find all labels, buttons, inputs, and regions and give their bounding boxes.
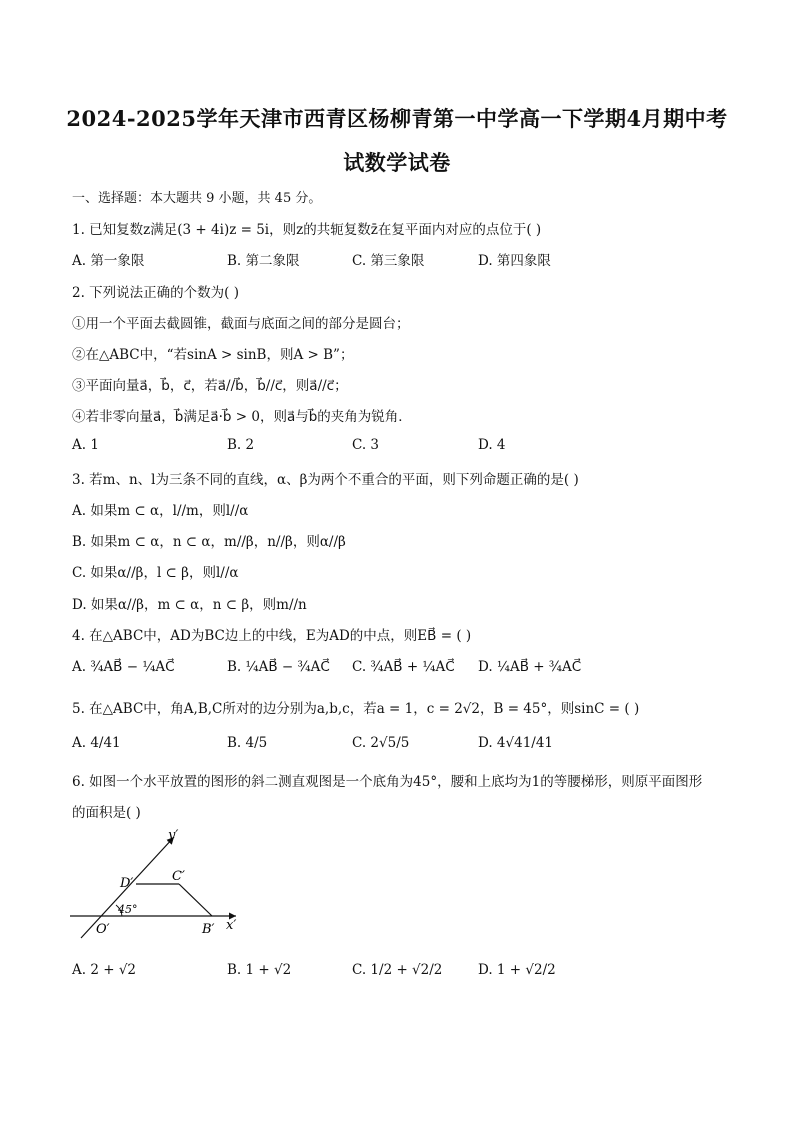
label-o: O′ [96, 922, 110, 937]
question-6-option-b: B. 1 + √2 [227, 962, 292, 978]
question-1-stem: 1. 已知复数z满足(3 + 4i)z = 5i，则z的共轭复数z̄在复平面内对应的点位于( ) [72, 222, 542, 238]
question-4-option-c: C. ¾AB⃗ + ¼AC⃗ [352, 659, 455, 675]
question-4-stem: 4. 在△ABC中，AD为BC边上的中线，E为AD的中点，则EB⃗ = ( ) [72, 628, 472, 644]
question-3-option-d: D. 如果α//β，m ⊂ α，n ⊂ β，则m//n [72, 597, 307, 613]
question-1-option-b: B. 第二象限 [227, 253, 300, 269]
question-3-option-c: C. 如果α//β，l ⊂ β，则l//α [72, 565, 239, 581]
question-2-option-a: A. 1 [72, 437, 99, 453]
question-2-statement-1: ①用一个平面去截圆锥，截面与底面之间的部分是圆台； [72, 316, 410, 332]
label-angle: 45° [118, 903, 138, 916]
question-2-stem: 2. 下列说法正确的个数为( ) [72, 285, 239, 301]
question-1-option-d: D. 第四象限 [478, 253, 551, 269]
question-4-option-a: A. ¾AB⃗ − ¼AC⃗ [72, 659, 175, 675]
section-heading: 一、选择题：本大题共 9 小题，共 45 分。 [72, 191, 322, 206]
question-2-statement-4: ④若非零向量a⃗，b⃗满足a⃗·b⃗ > 0，则a⃗与b⃗的夹角为锐角． [72, 409, 412, 425]
question-3-stem: 3. 若m、n、l为三条不同的直线，α、β为两个不重合的平面，则下列命题正确的是( ) [72, 472, 579, 488]
question-2-option-d: D. 4 [478, 437, 506, 453]
label-c: C′ [172, 869, 185, 884]
label-x: x′ [226, 918, 237, 933]
question-1-option-a: A. 第一象限 [72, 253, 145, 269]
oblique-projection-figure [70, 825, 250, 950]
question-3-option-a: A. 如果m ⊂ α，l//m，则l//α [72, 503, 249, 519]
question-2-option-b: B. 2 [227, 437, 255, 453]
label-b: B′ [202, 922, 215, 937]
question-5-option-d: D. 4√41/41 [478, 735, 554, 751]
question-2-statement-3: ③平面向量a⃗，b⃗，c⃗，若a⃗//b⃗，b⃗//c⃗，则a⃗//c⃗； [72, 378, 348, 394]
question-2-statement-2: ②在△ABC中，“若sinA > sinB，则A > B”； [72, 347, 354, 363]
question-3-option-b: B. 如果m ⊂ α，n ⊂ α，m//β，n//β，则α//β [72, 534, 346, 550]
question-6-option-c: C. 1/2 + √2/2 [352, 962, 443, 978]
question-6-stem-line-1: 6. 如图一个水平放置的图形的斜二测直观图是一个底角为45°，腰和上底均为1的等腰梯形，则原平面图形 [72, 774, 703, 790]
trapezoid-right-leg [179, 884, 212, 916]
question-5-option-a: A. 4/41 [72, 735, 121, 751]
question-5-stem: 5. 在△ABC中，角A,B,C所对的边分别为a,b,c，若a = 1，c = 2√2，B = 45°，则sinC = ( ) [72, 701, 640, 717]
exam-title-line-1: 2024-2025学年天津市西青区杨柳青第一中学高一下学期4月期中考 [66, 106, 728, 131]
question-2-option-c: C. 3 [352, 437, 380, 453]
question-4-option-b: B. ¼AB⃗ − ¾AC⃗ [227, 659, 330, 675]
label-y: y′ [168, 828, 179, 843]
exam-title-line-2: 试数学试卷 [343, 150, 451, 175]
question-6-option-a: A. 2 + √2 [72, 962, 137, 978]
question-4-option-d: D. ¼AB⃗ + ¾AC⃗ [478, 659, 582, 675]
question-1-option-c: C. 第三象限 [352, 253, 425, 269]
label-d: D′ [120, 876, 134, 891]
question-6-stem-line-2: 的面积是( ) [72, 805, 141, 821]
question-5-option-c: C. 2√5/5 [352, 735, 410, 751]
question-6-option-d: D. 1 + √2/2 [478, 962, 556, 978]
question-5-option-b: B. 4/5 [227, 735, 268, 751]
